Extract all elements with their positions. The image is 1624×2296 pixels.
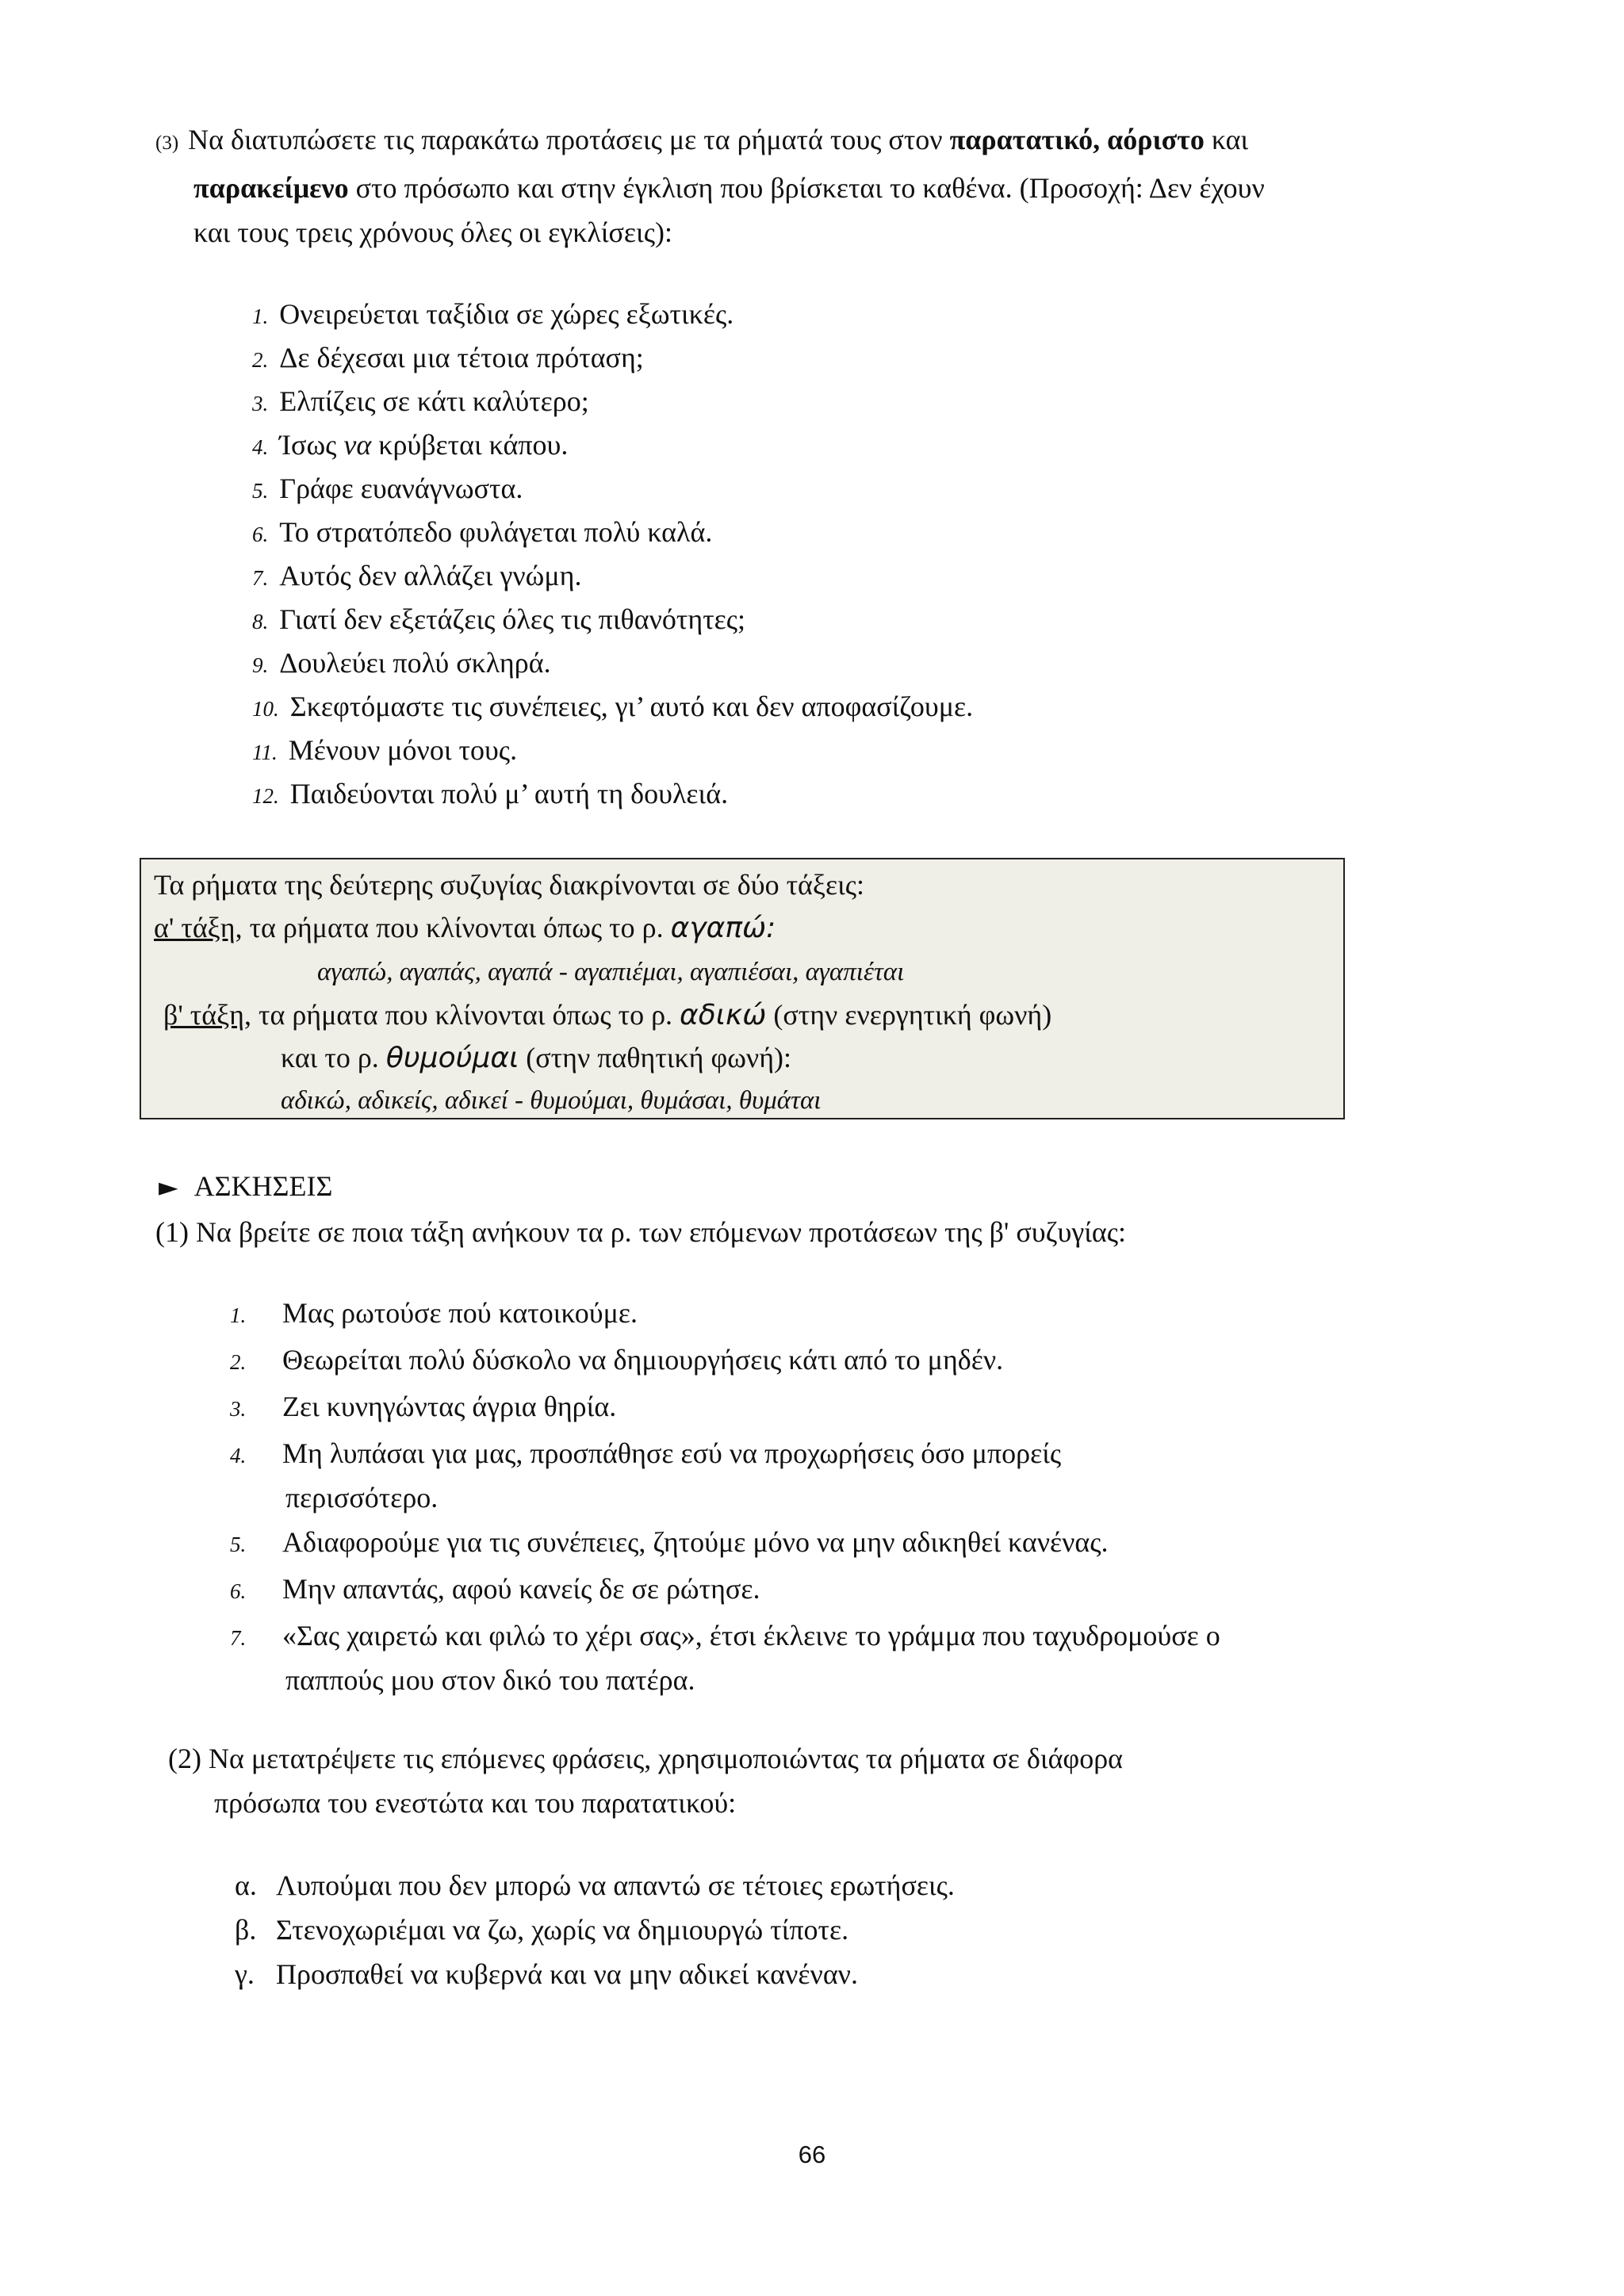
grammar-info-box bbox=[140, 858, 1345, 1119]
list-item bbox=[230, 1431, 1419, 1520]
item-number: 3. bbox=[230, 1397, 247, 1421]
item-letter: β. bbox=[235, 1914, 257, 1946]
b2-verb: θυμούμαι bbox=[385, 1042, 519, 1074]
b-class-text: , τα ρήματα που κλίνονται όπως το ρ. bbox=[244, 999, 673, 1031]
instruction-bold: παρατατικό, αόριστο bbox=[949, 124, 1205, 155]
item-text: Ελπίζεις σε κάτι καλύτερο; bbox=[279, 385, 589, 417]
list-item bbox=[252, 728, 973, 771]
question-2-line-2: πρόσωπα του ενεστώτα και του παρατατικού: bbox=[214, 1787, 737, 1819]
item-text: Το στρατόπεδο φυλάγεται πολύ καλά. bbox=[279, 516, 713, 548]
exercise-3-line-1 bbox=[155, 117, 1456, 166]
list-item bbox=[235, 1952, 955, 1996]
item-text-block bbox=[282, 1431, 1419, 1520]
page-number: 66 bbox=[798, 2141, 826, 2168]
item-letter: γ. bbox=[235, 1958, 255, 1990]
box-line-a-class bbox=[154, 905, 776, 951]
item-number: 12. bbox=[252, 784, 279, 808]
item-number: 7. bbox=[230, 1626, 247, 1650]
item-number: 7. bbox=[252, 566, 269, 590]
list-item bbox=[252, 510, 973, 553]
list-item bbox=[230, 1613, 1419, 1702]
item-number: 11. bbox=[252, 740, 278, 764]
item-number: 2. bbox=[230, 1350, 247, 1374]
exercises-title: ΑΣΚΗΣΕΙΣ bbox=[193, 1170, 333, 1202]
a-class-text: , τα ρήματα που κλίνονται όπως το ρ. bbox=[235, 912, 664, 943]
item-number: 10. bbox=[252, 697, 279, 721]
item-number: 8. bbox=[252, 610, 269, 633]
item-text: Λυπούμαι που δεν μπορώ να απαντώ σε τέτοιες ερωτήσεις. bbox=[276, 1869, 955, 1901]
list-item bbox=[252, 379, 973, 423]
box-line-b-class bbox=[163, 993, 1051, 1038]
b-class-verb: αδικώ bbox=[680, 999, 767, 1031]
item-text: κρύβεται κάπου. bbox=[378, 429, 569, 461]
item-text: Αυτός δεν αλλάζει γνώμη. bbox=[279, 560, 582, 591]
item-letter: α. bbox=[235, 1869, 257, 1901]
question-2 bbox=[168, 1736, 1437, 1825]
item-text: Μη λυπάσαι για μας, προσπάθησε εσύ να προχωρήσεις όσο μπορείς bbox=[282, 1437, 1062, 1469]
exercise-number: (3) bbox=[155, 132, 179, 154]
item-text: Γιατί δεν εξετάζεις όλες τις πιθανότητες; bbox=[279, 603, 746, 635]
question-2-list bbox=[235, 1863, 955, 1996]
instruction-text: και bbox=[1211, 124, 1249, 155]
list-item bbox=[230, 1567, 1419, 1613]
exercise-3-instructions bbox=[155, 117, 1456, 254]
exercise-3-line-2 bbox=[155, 166, 1456, 210]
item-number: 1. bbox=[230, 1303, 247, 1327]
list-item bbox=[252, 684, 973, 728]
item-number: 3. bbox=[252, 392, 269, 415]
b2-text: και το ρ. bbox=[281, 1042, 379, 1073]
question-1: (1) Να βρείτε σε ποια τάξη ανήκουν τα ρ. των επόμενων προτάσεων της β' συζυγίας: bbox=[155, 1216, 1127, 1248]
box-line-1: Τα ρήματα της δεύτερης συζυγίας διακρίνονται σε δύο τάξεις: bbox=[154, 869, 865, 901]
exercise-3-list bbox=[252, 292, 973, 815]
item-number: 5. bbox=[252, 479, 269, 503]
item-text: Παιδεύονται πολύ μ’ αυτή τη δουλειά. bbox=[289, 778, 729, 809]
item-text: Αδιαφορούμε για τις συνέπειες, ζητούμε μόνο να μην αδικηθεί κανένας. bbox=[282, 1526, 1109, 1558]
item-text: Μην απαντάς, αφού κανείς δε σε ρώτησε. bbox=[282, 1573, 760, 1605]
box-a-forms: αγαπώ, αγαπάς, αγαπά - αγαπιέμαι, αγαπιέσαι, αγαπιέται bbox=[317, 958, 905, 986]
item-text-block bbox=[282, 1613, 1419, 1702]
item-text: Δε δέχεσαι μια τέτοια πρόταση; bbox=[279, 342, 644, 373]
item-text: Σκεφτόμαστε τις συνέπειες, γι’ αυτό και δεν αποφασίζουμε. bbox=[289, 691, 974, 722]
instruction-bold: παρακείμενο bbox=[193, 172, 349, 204]
item-text: Θεωρείται πολύ δύσκολο να δημιουργήσεις κάτι από το μηδέν. bbox=[282, 1344, 1004, 1376]
item-number: 6. bbox=[230, 1579, 247, 1603]
b2-voice: (στην παθητική φωνή): bbox=[526, 1042, 792, 1073]
list-item bbox=[252, 292, 973, 335]
list-item bbox=[252, 466, 973, 510]
list-item bbox=[230, 1291, 1419, 1337]
item-text: Στενοχωριέμαι να ζω, χωρίς να δημιουργώ τίποτε. bbox=[276, 1914, 849, 1946]
item-number: 2. bbox=[252, 348, 269, 372]
list-item bbox=[252, 641, 973, 684]
item-text: Μένουν μόνοι τους. bbox=[288, 734, 518, 766]
list-item bbox=[235, 1863, 955, 1908]
list-item bbox=[235, 1908, 955, 1952]
item-text-continued: περισσότερο. bbox=[285, 1482, 439, 1513]
box-b-forms: αδικώ, αδικείς, αδικεί - θυμούμαι, θυμάσαι, θυμάται bbox=[281, 1086, 822, 1115]
item-text: «Σας χαιρετώ και φιλώ το χέρι σας», έτσι έκλεινε το γράμμα που ταχυδρομούσε ο bbox=[282, 1620, 1220, 1651]
exercises-heading bbox=[159, 1164, 332, 1209]
item-number: 6. bbox=[252, 522, 269, 546]
item-number: 4. bbox=[230, 1444, 247, 1468]
item-text: Μας ρωτούσε πού κατοικούμε. bbox=[282, 1297, 638, 1329]
b-class-label: β' τάξη bbox=[163, 999, 245, 1031]
list-item bbox=[252, 597, 973, 641]
item-number: 1. bbox=[252, 304, 269, 328]
item-text-continued: παππούς μου στον δικό του πατέρα. bbox=[285, 1664, 695, 1696]
item-number: 9. bbox=[252, 653, 269, 677]
a-class-label: α' τάξη bbox=[154, 912, 236, 943]
instruction-text: Να διατυπώσετε τις παρακάτω προτάσεις με τα ρήματά τους στον bbox=[188, 124, 943, 155]
list-item bbox=[252, 423, 973, 466]
list-item bbox=[252, 335, 973, 379]
list-item bbox=[230, 1384, 1419, 1431]
arrow-right-icon: ► bbox=[159, 1172, 178, 1202]
item-text: Ζει κυνηγώντας άγρια θηρία. bbox=[282, 1391, 617, 1422]
instruction-text: στο πρόσωπο και στην έγκλιση που βρίσκεται το καθένα. (Προσοχή: Δεν έχουν bbox=[355, 172, 1265, 204]
question-2-line-1: (2) Να μετατρέψετε τις επόμενες φράσεις, χρησιμοποιώντας τα ρήματα σε διάφορα bbox=[168, 1743, 1124, 1774]
item-number: 4. bbox=[252, 435, 269, 459]
list-item bbox=[230, 1520, 1419, 1567]
item-text: Γράφε ευανάγνωστα. bbox=[279, 473, 523, 504]
item-number: 5. bbox=[230, 1533, 247, 1556]
a-class-verb: αγαπώ: bbox=[670, 912, 776, 944]
item-text-italic: να bbox=[343, 429, 372, 461]
item-text: Ίσως bbox=[279, 429, 337, 461]
list-item bbox=[230, 1337, 1419, 1384]
list-item bbox=[252, 553, 973, 597]
list-item bbox=[252, 771, 973, 815]
exercise-3-line-3: και τους τρεις χρόνους όλες οι εγκλίσεις): bbox=[193, 216, 672, 248]
item-text: Προσπαθεί να κυβερνά και να μην αδικεί κανέναν. bbox=[276, 1958, 858, 1990]
b-class-voice: (στην ενεργητική φωνή) bbox=[773, 999, 1052, 1031]
item-text: Δουλεύει πολύ σκληρά. bbox=[279, 647, 551, 679]
question-1-list bbox=[230, 1291, 1419, 1702]
box-line-b2 bbox=[281, 1035, 791, 1081]
item-text: Ονειρεύεται ταξίδια σε χώρες εξωτικές. bbox=[279, 298, 734, 330]
